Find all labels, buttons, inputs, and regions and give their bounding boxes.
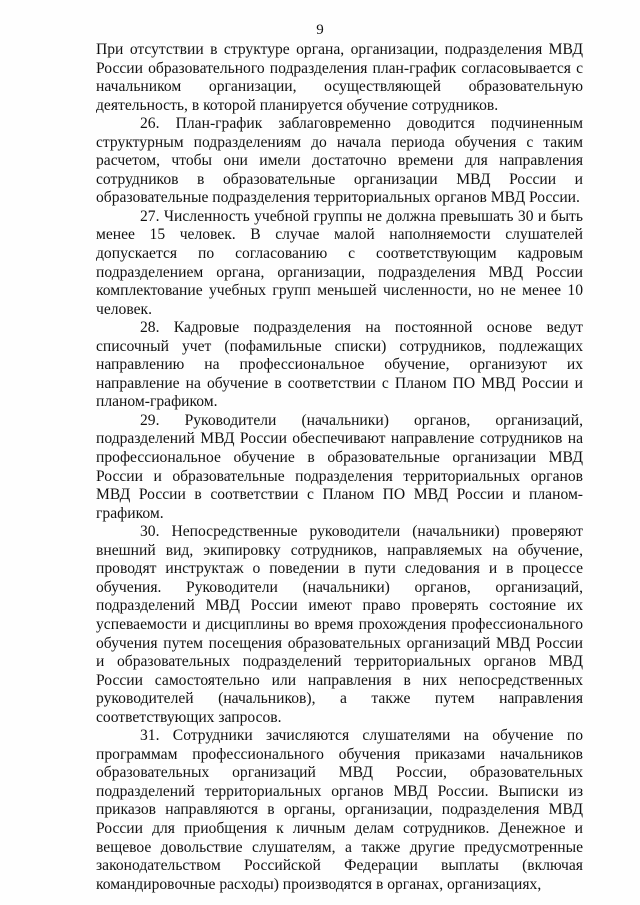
paragraph-30: 30. Непосредственные руководители (начальники) проверяют внешний вид, экипировку сотрудников, направляемых на обучение, проводят инструктаж о поведении в пути следования и в процессе обучения. Руководители (начальники) органов, организаций, подразделений МВД России имеют право проверять состояние их успеваемости и дисциплины во время прохождения профессионального обучения путем посещения образовательных организаций МВД России и образовательных подразделений территориальных органов МВД России самостоятельно или направления в них непосредственных руководителей (начальников), а также путем направления соответствующих запросов. bbox=[96, 523, 583, 726]
paragraph-28: 28. Кадровые подразделения на постоянной основе ведут списочный учет (пофамильные списки) сотрудников, подлежащих направлению на профессиональное обучение, организуют их направление на обучение в соответствии с Планом ПО МВД России и планом-графиком. bbox=[96, 319, 583, 411]
paragraph-31: 31. Сотрудники зачисляются слушателями на обучение по программам профессионального обучения приказами начальников образовательных организаций МВД России, образовательных подразделений территориальных органов МВД России. Выписки из приказов направляются в органы, организации, подразделения МВД России для приобщения к личным делам сотрудников. Денежное и вещевое довольствие слушателям, а также другие предусмотренные законодательством Российской Федерации выплаты (включая командировочные расходы) производятся в органах, организациях, bbox=[96, 727, 583, 893]
paragraph-intro: При отсутствии в структуре органа, организации, подразделения МВД России образовательного подразделения план-график согласовывается с начальником организации, осуществляющей образовательную деятельность, в которой планируется обучение сотрудников. bbox=[96, 41, 583, 114]
paragraph-26: 26. План-график заблаговременно доводится подчиненным структурным подразделениям до начала периода обучения с таким расчетом, чтобы они имели достаточно времени для направления сотрудников в образовательные организации МВД России и образовательные подразделения территориальных органов МВД России. bbox=[96, 115, 583, 207]
paragraph-29: 29. Руководители (начальники) органов, организаций, подразделений МВД России обеспечивают направление сотрудников на профессиональное обучение в образовательные организации МВД России и образовательные подразделения территориальных органов МВД России в соответствии с Планом ПО МВД России и планом-графиком. bbox=[96, 411, 583, 522]
paragraph-27: 27. Численность учебной группы не должна превышать 30 и быть менее 15 человек. В случае малой наполняемости слушателей допускается по согласованию с соответствующим кадровым подразделением органа, организации, подразделения МВД России комплектование учебных групп меньшей численности, но не менее 10 человек. bbox=[96, 207, 583, 318]
page-number: 9 bbox=[316, 22, 324, 38]
document-body bbox=[96, 41, 583, 894]
